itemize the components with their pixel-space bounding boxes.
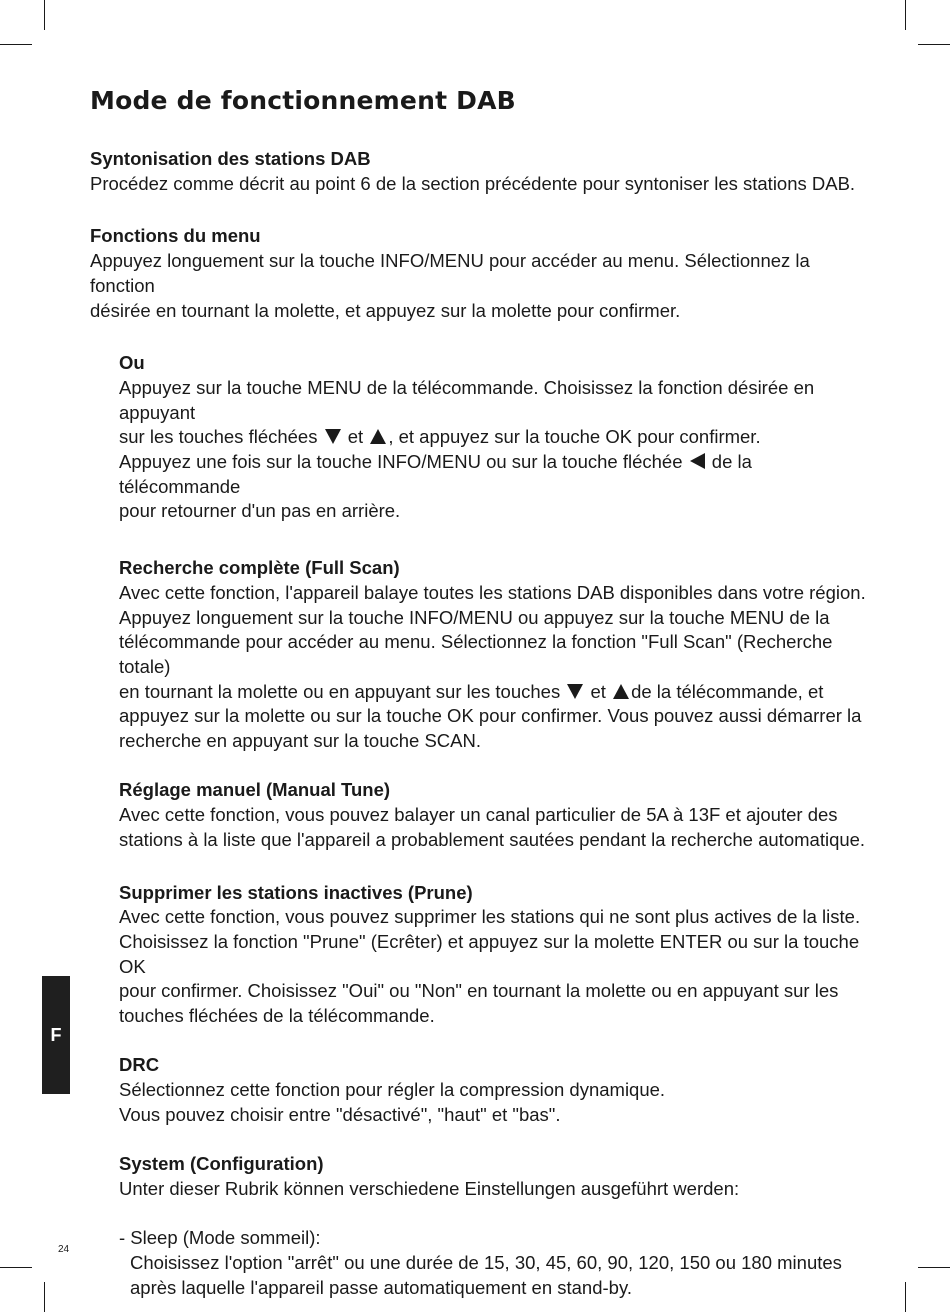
text-span: Appuyez une fois sur la touche INFO/MENU ou sur la touche fléchée [119, 451, 683, 473]
section-heading: Fonctions du menu [90, 225, 261, 247]
section-heading: System (Configuration) [119, 1153, 324, 1175]
paragraph-line: pour retourner d'un pas en arrière. [119, 500, 401, 522]
text-span: en tournant la molette ou en appuyant sur les touches [119, 680, 561, 702]
crop-mark [44, 0, 45, 30]
paragraph-line: Vous pouvez choisir entre "désactivé", "haut" et "bas". [119, 1103, 561, 1125]
paragraph-line [119, 450, 870, 499]
paragraph-line: Appuyez longuement sur la touche INFO/MENU ou appuyez sur la touche MENU de la [119, 606, 830, 628]
crop-mark [0, 44, 32, 45]
section-heading: Recherche complète (Full Scan) [119, 557, 400, 579]
arrow-left-icon [690, 453, 705, 469]
paragraph-line: Avec cette fonction, l'appareil balaye toutes les stations DAB disponibles dans votre région. [119, 581, 866, 603]
crop-mark [44, 1282, 45, 1312]
paragraph-line: touches fléchées de la télécommande. [119, 1005, 435, 1027]
section-heading: DRC [119, 1054, 160, 1076]
paragraph-line [119, 425, 870, 450]
paragraph-line: appuyez sur la molette ou sur la touche OK pour confirmer. Vous pouvez aussi démarrer la [119, 705, 862, 727]
paragraph-line: télécommande pour accéder au menu. Sélectionnez la fonction "Full Scan" (Recherche totale) [119, 631, 833, 677]
paragraph-line: recherche en appuyant sur la touche SCAN. [119, 730, 481, 752]
paragraph-line: désirée en tournant la molette, et appuyez sur la molette pour confirmer. [90, 299, 681, 321]
alternative-block [119, 351, 870, 1300]
language-tab: F [42, 976, 70, 1094]
crop-mark [905, 0, 906, 30]
paragraph-line: Choisissez la fonction "Prune" (Ecrêter) et appuyez sur la molette ENTER ou sur la touche OK [119, 930, 860, 977]
section-heading: Ou [119, 352, 145, 374]
page-number: 24 [58, 1244, 70, 1255]
arrow-up-icon [613, 684, 629, 699]
paragraph-line [119, 680, 870, 705]
paragraph-line: Appuyez longuement sur la touche INFO/MENU pour accéder au menu. Sélectionnez la fonction [90, 250, 810, 296]
arrow-down-icon [567, 684, 583, 699]
paragraph-line: stations à la liste que l'appareil a probablement sautées pendant la recherche automatique. [119, 828, 866, 850]
text-span: de la télécommande, et [631, 680, 824, 702]
crop-mark [918, 44, 950, 45]
page-content [90, 86, 870, 1300]
list-item: - Sleep (Mode sommeil): [119, 1227, 321, 1249]
section-heading: Syntonisation des stations DAB [90, 148, 371, 169]
text-span: sur les touches fléchées [119, 426, 318, 448]
paragraph-line: Procédez comme décrit au point 6 de la section précédente pour syntoniser les stations DAB. [90, 172, 856, 194]
text-span: de la télécommande [119, 451, 752, 497]
text-span: et [590, 680, 606, 702]
paragraph-line: Unter dieser Rubrik können verschiedene Einstellungen ausgeführt werden: [119, 1177, 740, 1199]
text-span: , et appuyez sur la touche OK pour confirmer. [388, 426, 761, 448]
paragraph-line: pour confirmer. Choisissez "Oui" ou "Non" en tournant la molette ou en appuyant sur les [119, 980, 839, 1002]
paragraph-line: Avec cette fonction, vous pouvez supprimer les stations qui ne sont plus actives de la liste. [119, 906, 861, 928]
section-heading: Supprimer les stations inactives (Prune) [119, 881, 473, 903]
crop-mark [918, 1267, 950, 1268]
paragraph-line: Avec cette fonction, vous pouvez balayer un canal particulier de 5A à 13F et ajouter des [119, 804, 838, 826]
text-span: et [347, 426, 364, 448]
page-title: Mode de fonctionnement DAB [90, 86, 516, 115]
paragraph-line: Choisissez l'option "arrêt" ou une durée de 15, 30, 45, 60, 90, 120, 150 ou 180 minutes [130, 1252, 842, 1274]
crop-mark [0, 1267, 32, 1268]
crop-mark [905, 1282, 906, 1312]
paragraph-line: Appuyez sur la touche MENU de la télécommande. Choisissez la fonction désirée en appuyant [119, 376, 815, 423]
arrow-down-icon [325, 429, 341, 444]
paragraph-line: après laquelle l'appareil passe automatiquement en stand-by. [130, 1276, 632, 1298]
paragraph-line: Sélectionnez cette fonction pour régler la compression dynamique. [119, 1079, 666, 1101]
section-heading: Réglage manuel (Manual Tune) [119, 779, 391, 801]
arrow-up-icon [370, 429, 386, 444]
